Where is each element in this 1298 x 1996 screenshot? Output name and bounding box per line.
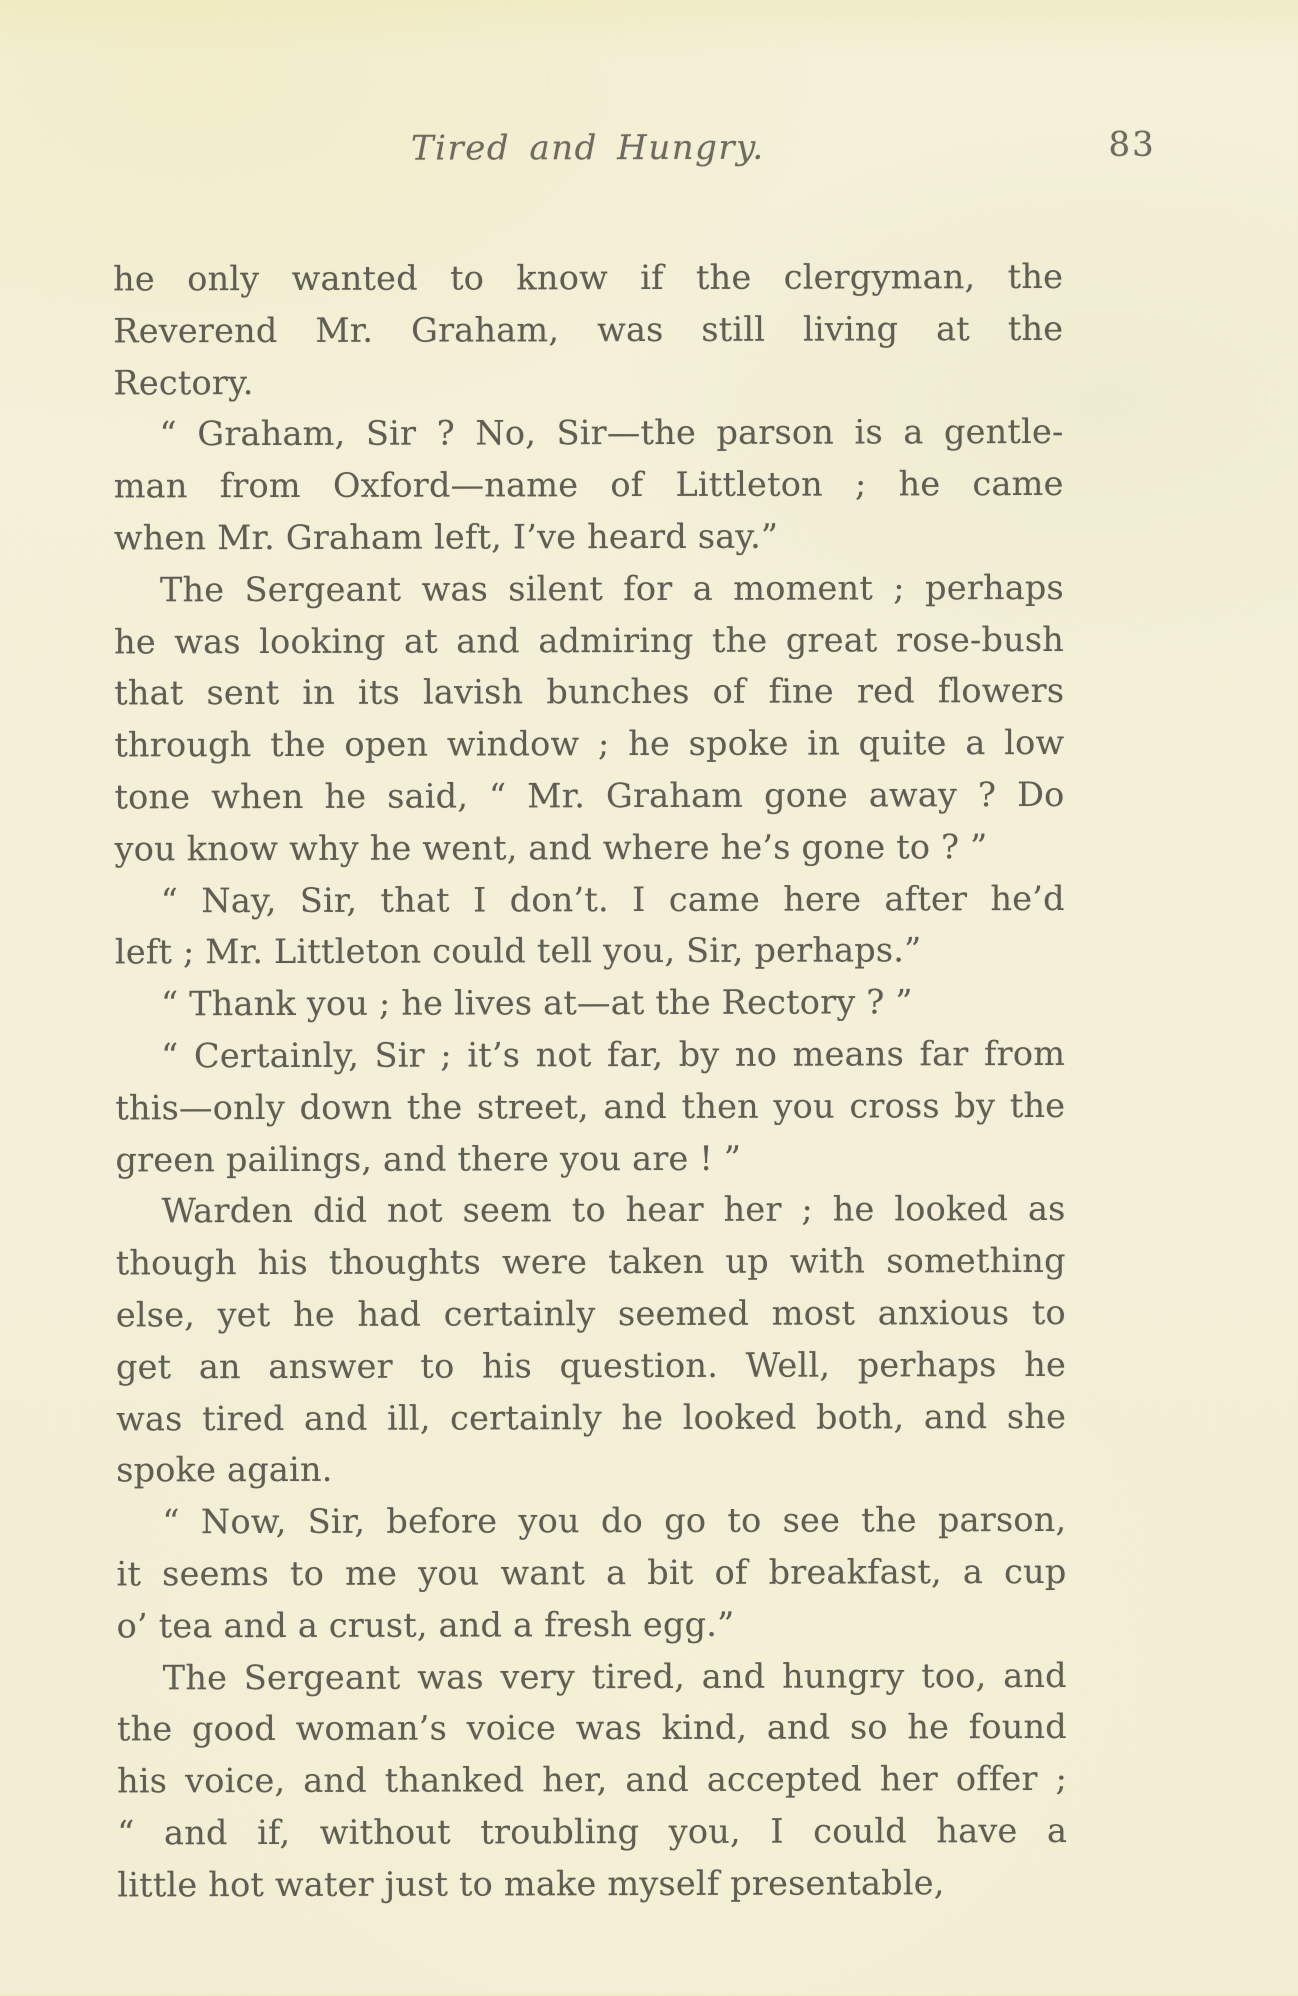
text-line: “ Certainly, Sir ; it’s not far, by no means far from	[161, 1033, 1066, 1076]
text-line: green pailings, and there you are ! ”	[115, 1138, 742, 1179]
text-line: was tired and ill, certainly he looked both, and she	[116, 1396, 1067, 1438]
text-line: you know why he went, and where he’s gone to ? ”	[114, 826, 988, 869]
text-line: “ Graham, Sir ? No, Sir—the parson is a gentle-	[159, 412, 1064, 454]
text-line: he only wanted to know if the clergyman, the	[113, 256, 1064, 299]
paragraph	[115, 1183, 1066, 1496]
text-line: Rectory.	[113, 362, 254, 402]
paragraph	[115, 1028, 1065, 1186]
text-line: o’ tea and a crust, and a fresh egg.”	[116, 1604, 735, 1646]
text-line: spoke again.	[116, 1450, 333, 1490]
text-line: Reverend Mr. Graham, was still living at the	[113, 308, 1064, 351]
text-line: The Sergeant was silent for a moment ; perhaps	[159, 567, 1064, 610]
paragraph	[115, 872, 1065, 978]
page-number: 83	[1108, 124, 1156, 165]
text-line: Warden did not seem to hear her ; he looked as	[161, 1189, 1066, 1231]
text-line: though his thoughts were taken up with something	[115, 1241, 1066, 1283]
text-line: he was looking at and admiring the great rose-bush	[114, 619, 1065, 661]
text-block	[113, 251, 1067, 1911]
text-line: get an answer to his question. Well, perhaps he	[115, 1344, 1067, 1387]
paragraph	[116, 1494, 1066, 1652]
text-line: “ Thank you ; he lives at—at the Rectory ? ”	[160, 982, 913, 1024]
text-line: this—only down the street, and then you cross by the	[115, 1085, 1066, 1128]
text-line: the good woman’s voice was kind, and so he found	[116, 1707, 1067, 1749]
paragraph	[113, 251, 1063, 409]
text-line: little hot water just to make myself presentable,	[117, 1862, 945, 1905]
running-head-title: Tired and Hungry.	[410, 127, 765, 169]
paragraph	[113, 406, 1063, 564]
text-line: man from Oxford—name of Littleton ; he came	[113, 464, 1064, 506]
text-line: that sent in its lavish bunches of fine red flowers	[114, 671, 1065, 713]
text-line: when Mr. Graham left, I’ve heard say.”	[113, 516, 779, 558]
paragraph	[114, 562, 1065, 875]
text-line: left ; Mr. Littleton could tell you, Sir, perhaps.”	[114, 930, 922, 972]
text-line: his voice, and thanked her, and accepted her offer ;	[116, 1759, 1068, 1801]
text-line: “ Nay, Sir, that I don’t. I came here after he’d	[160, 878, 1065, 920]
text-line: “ Now, Sir, before you do go to see the parson,	[162, 1500, 1067, 1542]
paragraph	[117, 1649, 1068, 1910]
text-line: it seems to me you want a bit of breakfast, a cup	[116, 1551, 1067, 1594]
page-header	[113, 127, 1063, 181]
text-line: else, yet he had certainly seemed most anxious to	[115, 1292, 1066, 1335]
text-line: The Sergeant was very tired, and hungry too, and	[162, 1655, 1067, 1697]
paragraph	[115, 976, 1065, 1030]
text-line: tone when he said, “ Mr. Graham gone away ? Do	[114, 774, 1065, 817]
text-line: “ and if, without troubling you, I could have a	[117, 1810, 1068, 1853]
text-line: through the open window ; he spoke in quite a low	[114, 723, 1065, 765]
